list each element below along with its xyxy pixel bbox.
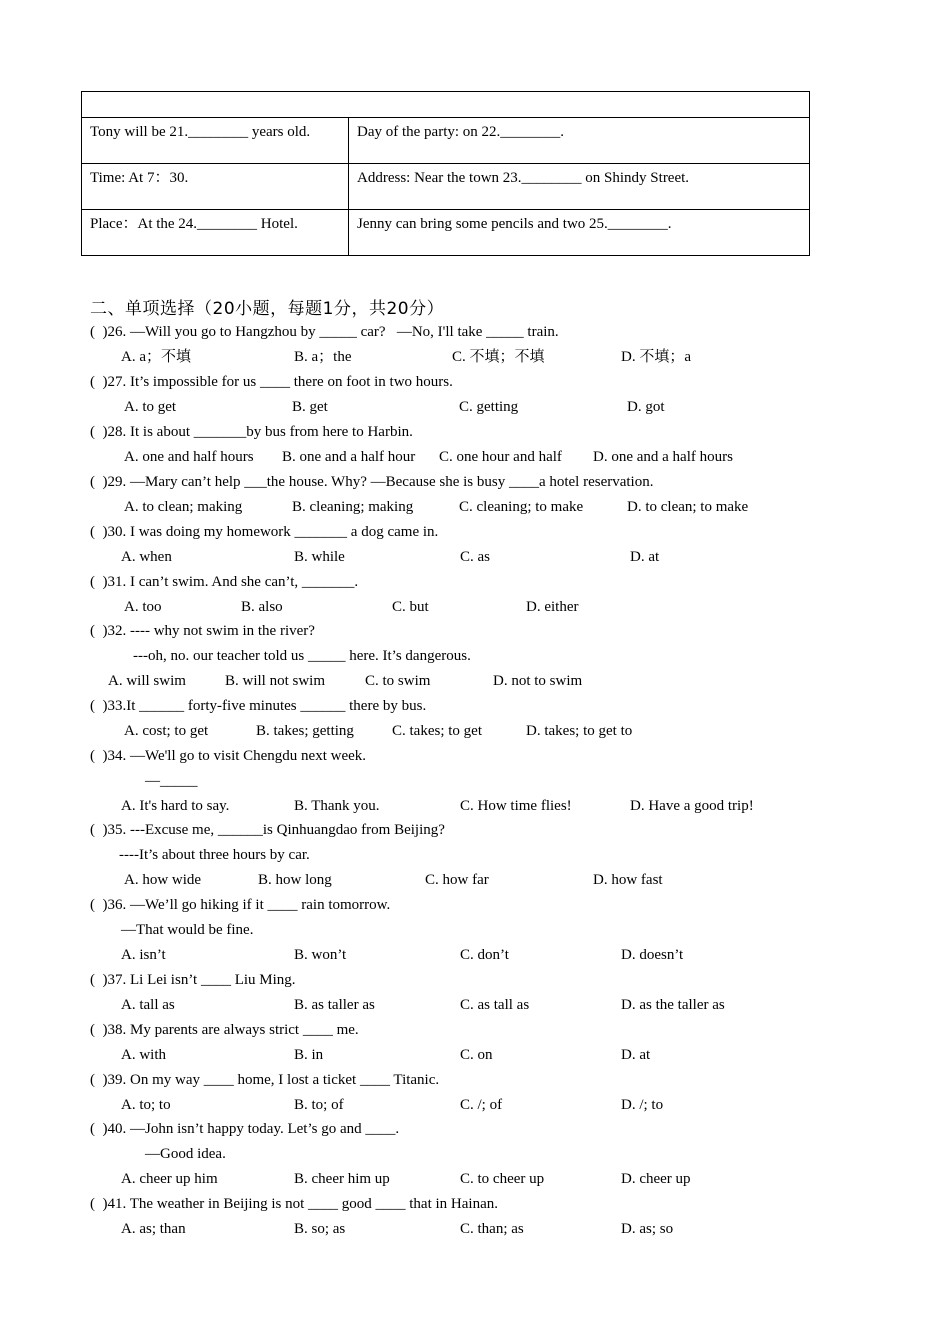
option-c: C. on: [460, 1047, 493, 1063]
option-b: B. takes; getting: [256, 723, 354, 739]
option-d: D. how fast: [593, 872, 663, 888]
option-d: D. not to swim: [493, 673, 583, 689]
question-stem: ( )35. ---Excuse me, ______is Qinhuangdao from Beijing?: [90, 822, 445, 838]
question-stem-line-2: —That would be fine.: [121, 922, 254, 938]
question-stem: ( )34. —We'll go to visit Chengdu next week.: [90, 748, 367, 764]
table-header-row: [82, 92, 810, 118]
option-d: D. /; to: [621, 1097, 664, 1113]
option-c: C. one hour and half: [439, 449, 562, 465]
option-c: C. than; as: [460, 1221, 524, 1237]
option-a: A. to; to: [121, 1097, 171, 1113]
option-a: A. to get: [124, 399, 177, 415]
option-c: C. but: [392, 599, 429, 615]
option-a: A. as; than: [121, 1221, 186, 1237]
option-b: B. as taller as: [294, 997, 375, 1013]
table-cell: Jenny can bring some pencils and two 25.________.: [349, 210, 810, 256]
option-c: C. to cheer up: [460, 1171, 545, 1187]
option-d: D. one and a half hours: [593, 449, 733, 465]
question-stem: ( )33.It ______ forty-five minutes ______ there by bus.: [90, 698, 427, 714]
option-d: D. cheer up: [621, 1171, 691, 1187]
option-c: C. takes; to get: [392, 723, 482, 739]
table-header-cell: [82, 92, 810, 118]
option-d: D. at: [630, 549, 660, 565]
option-d: D. as; so: [621, 1221, 674, 1237]
table-cell: Place：At the 24.________ Hotel.: [82, 210, 349, 256]
option-b: B. won’t: [294, 947, 347, 963]
option-a: A. how wide: [124, 872, 202, 888]
question-stem: ( )29. —Mary can’t help ___the house. Why? —Because she is busy ____a hotel reservation.: [90, 474, 654, 490]
option-a: A. cheer up him: [121, 1171, 218, 1187]
option-a: A. when: [121, 549, 172, 565]
question-stem: ( )31. I can’t swim. And she can’t, _______.: [90, 574, 359, 590]
question-stem: ( )27. It’s impossible for us ____ there on foot in two hours.: [90, 374, 453, 390]
question-stem: ( )30. I was doing my homework _______ a dog came in.: [90, 524, 439, 540]
option-b: B. also: [241, 599, 283, 615]
table-row: [82, 164, 810, 210]
question-stem: ( )38. My parents are always strict ____ me.: [90, 1022, 359, 1038]
option-a: A. isn’t: [121, 947, 166, 963]
option-c: C. /; of: [460, 1097, 503, 1113]
option-b: B. Thank you.: [294, 798, 380, 814]
option-d: D. at: [621, 1047, 651, 1063]
option-c: C. as: [460, 549, 490, 565]
option-a: A. will swim: [108, 673, 186, 689]
question-stem: ( )36. —We’ll go hiking if it ____ rain tomorrow.: [90, 897, 391, 913]
option-b: B. in: [294, 1047, 324, 1063]
question-stem: ( )26. —Will you go to Hangzhou by _____ car? —No, I'll take _____ train.: [90, 324, 559, 340]
option-a: A. one and half hours: [124, 449, 254, 465]
option-b: B. cleaning; making: [292, 499, 414, 515]
question-stem-line-2: —Good idea.: [145, 1146, 226, 1162]
option-b: B. a；the: [294, 349, 352, 365]
section-title: 二、单项选择（20小题，每题1分，共20分）: [90, 299, 445, 319]
option-b: B. so; as: [294, 1221, 346, 1237]
table-cell: Address: Near the town 23.________ on Shindy Street.: [349, 164, 810, 210]
option-b: B. to; of: [294, 1097, 344, 1113]
option-b: B. get: [292, 399, 328, 415]
option-c: C. getting: [459, 399, 519, 415]
question-stem-line-2: —_____: [145, 773, 198, 789]
table-cell: Time: At 7：30.: [82, 164, 349, 210]
party-info-table: [81, 91, 810, 256]
option-d: D. 不填；a: [621, 349, 691, 365]
option-c: C. cleaning; to make: [459, 499, 584, 515]
option-d: D. doesn’t: [621, 947, 684, 963]
option-d: D. Have a good trip!: [630, 798, 754, 814]
option-b: B. while: [294, 549, 345, 565]
option-a: A. too: [124, 599, 162, 615]
option-a: A. to clean; making: [124, 499, 243, 515]
question-stem: ( )28. It is about _______by bus from here to Harbin.: [90, 424, 413, 440]
option-d: D. takes; to get to: [526, 723, 633, 739]
option-c: C. how far: [425, 872, 489, 888]
table-row: [82, 118, 810, 164]
table-cell: Tony will be 21.________ years old.: [82, 118, 349, 164]
option-c: C. to swim: [365, 673, 431, 689]
option-b: B. cheer him up: [294, 1171, 390, 1187]
option-c: C. don’t: [460, 947, 509, 963]
option-d: D. either: [526, 599, 579, 615]
question-stem: ( )41. The weather in Beijing is not ____ good ____ that in Hainan.: [90, 1196, 498, 1212]
option-a: A. cost; to get: [124, 723, 209, 739]
table-row: [82, 210, 810, 256]
question-stem-line-2: ----It’s about three hours by car.: [119, 847, 310, 863]
option-a: A. with: [121, 1047, 166, 1063]
option-d: D. got: [627, 399, 665, 415]
option-c: C. How time flies!: [460, 798, 572, 814]
question-stem: ( )39. On my way ____ home, I lost a ticket ____ Titanic.: [90, 1072, 440, 1088]
option-c: C. 不填；不填: [452, 349, 545, 365]
option-c: C. as tall as: [460, 997, 530, 1013]
option-d: D. as the taller as: [621, 997, 725, 1013]
option-b: B. one and a half hour: [282, 449, 416, 465]
table-cell: Day of the party: on 22.________.: [349, 118, 810, 164]
option-a: A. a；不填: [121, 349, 191, 365]
question-stem: ( )32. ---- why not swim in the river?: [90, 623, 315, 639]
option-b: B. how long: [258, 872, 332, 888]
option-a: A. tall as: [121, 997, 175, 1013]
option-d: D. to clean; to make: [627, 499, 749, 515]
option-b: B. will not swim: [225, 673, 326, 689]
question-stem-line-2: ---oh, no. our teacher told us _____ here. It’s dangerous.: [133, 648, 471, 664]
question-stem: ( )37. Li Lei isn’t ____ Liu Ming.: [90, 972, 296, 988]
option-a: A. It's hard to say.: [121, 798, 230, 814]
question-stem: ( )40. —John isn’t happy today. Let’s go and ____.: [90, 1121, 400, 1137]
